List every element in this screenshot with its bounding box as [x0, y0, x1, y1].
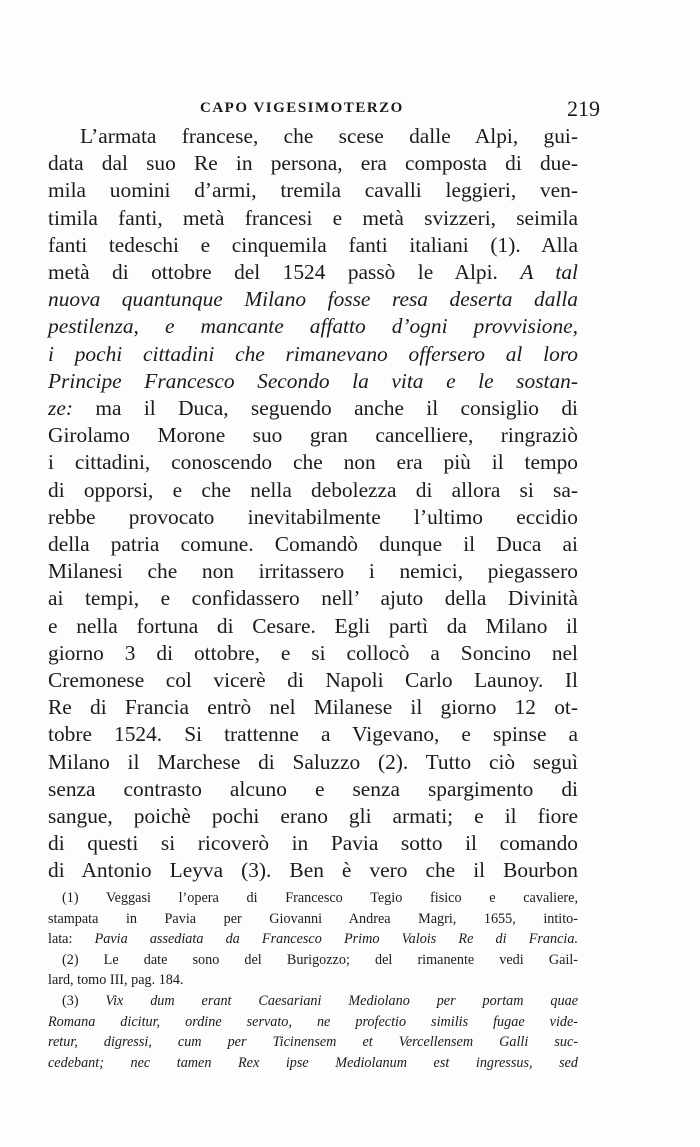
text-line-italic: Principe Francesco Secondo la vita e le sostan- — [48, 368, 578, 393]
footnote-italic: Vix dum erant Caesariani Mediolano per portam quae — [105, 992, 578, 1009]
text-line-italic: ze: — [48, 396, 73, 421]
text-line: Cremonese col vicerè di Napoli Carlo Launoy. Il — [48, 668, 578, 693]
footnote-line-italic: cedebant; nec tamen Rex ipse Mediolanum est ingressus, sed — [48, 1054, 578, 1071]
text-line: Girolamo Morone suo gran cancelliere, ringraziò — [48, 423, 578, 448]
footnote-line-italic: Romana dicitur, ordine servato, ne profectio similis fugae vide- — [48, 1013, 578, 1030]
text-line: della patria comune. Comandò dunque il Duca ai — [48, 532, 578, 557]
text-line: mila uomini d’armi, tremila cavalli leggieri, ven- — [48, 178, 578, 203]
footnote-line — [48, 991, 578, 1012]
text-line-italic: A tal — [520, 260, 579, 285]
footnote-line: (2) Le date sono del Burigozzo; del rimanente vedi Gail- — [62, 951, 578, 968]
text-line: di questi si ricoverò in Pavia sotto il comando — [48, 831, 578, 856]
text-line: data dal suo Re in persona, era composta di due- — [48, 151, 578, 176]
text-line: Re di Francia entrò nel Milanese il giorno 12 ot- — [48, 695, 578, 720]
text-line: tobre 1524. Si trattenne a Vigevano, e spinse a — [48, 722, 578, 747]
footnote-roman: (3) — [62, 992, 106, 1009]
footnotes — [48, 888, 578, 1073]
footnote-italic: Pavia assediata da Francesco Primo Valois Re di Francia. — [94, 931, 578, 948]
text-line: timila fanti, metà francesi e metà svizzeri, seimila — [48, 205, 578, 230]
running-head — [80, 96, 600, 122]
text-line: rebbe provocato inevitabilmente l’ultimo eccidio — [48, 504, 578, 529]
text-line: i cittadini, conoscendo che non era più il tempo — [48, 450, 578, 475]
text-line-italic: pestilenza, e mancante affatto d’ogni provvisione, — [48, 314, 578, 339]
text-line — [48, 395, 578, 422]
text-line-italic: i pochi cittadini che rimanevano offersero al loro — [48, 341, 578, 366]
body-text — [48, 123, 578, 885]
text-line: fanti tedeschi e cinquemila fanti italiani (1). Alla — [48, 232, 578, 257]
footnote-line — [48, 929, 578, 950]
text-line: di opporsi, e che nella debolezza di allora si sa- — [48, 477, 578, 502]
running-title: CAPO VIGESIMOTERZO — [200, 100, 404, 116]
text-line: e nella fortuna di Cesare. Egli partì da Milano il — [48, 613, 578, 638]
text-line-roman: ma il Duca, seguendo anche il consiglio di — [72, 396, 578, 421]
text-line: Milano il Marchese di Saluzzo (2). Tutto ciò seguì — [48, 749, 578, 774]
text-line: senza contrasto alcuno e senza spargimento di — [48, 776, 578, 801]
footnote-line: lard, tomo III, pag. 184. — [48, 972, 184, 989]
text-line: L’armata francese, che scese dalle Alpi, gui- — [80, 124, 578, 148]
text-line — [48, 259, 578, 286]
footnote-line-italic: retur, digressi, cum per Ticinensem et Vercellensem Galli suc- — [48, 1034, 578, 1051]
text-line-roman: metà di ottobre del 1524 passò le Alpi. — [48, 260, 521, 285]
text-line-italic: nuova quantunque Milano fosse resa deserta dalla — [48, 287, 578, 312]
text-line: di Antonio Leyva (3). Ben è vero che il Bourbon — [48, 858, 578, 883]
text-line: giorno 3 di ottobre, e si collocò a Soncino nel — [48, 640, 578, 665]
text-line: ai tempi, e confidassero nell’ ajuto della Divinità — [48, 586, 578, 611]
text-line: sangue, poichè pochi erano gli armati; e il fiore — [48, 804, 578, 829]
footnote-line: stampata in Pavia per Giovanni Andrea Magri, 1655, intito- — [48, 910, 578, 927]
text-line: Milanesi che non irritassero i nemici, piegassero — [48, 559, 578, 584]
footnote-roman: lata: — [48, 931, 95, 948]
page-number: 219 — [567, 96, 600, 121]
footnote-line: (1) Veggasi l’opera di Francesco Tegio fisico e cavaliere, — [62, 890, 578, 906]
